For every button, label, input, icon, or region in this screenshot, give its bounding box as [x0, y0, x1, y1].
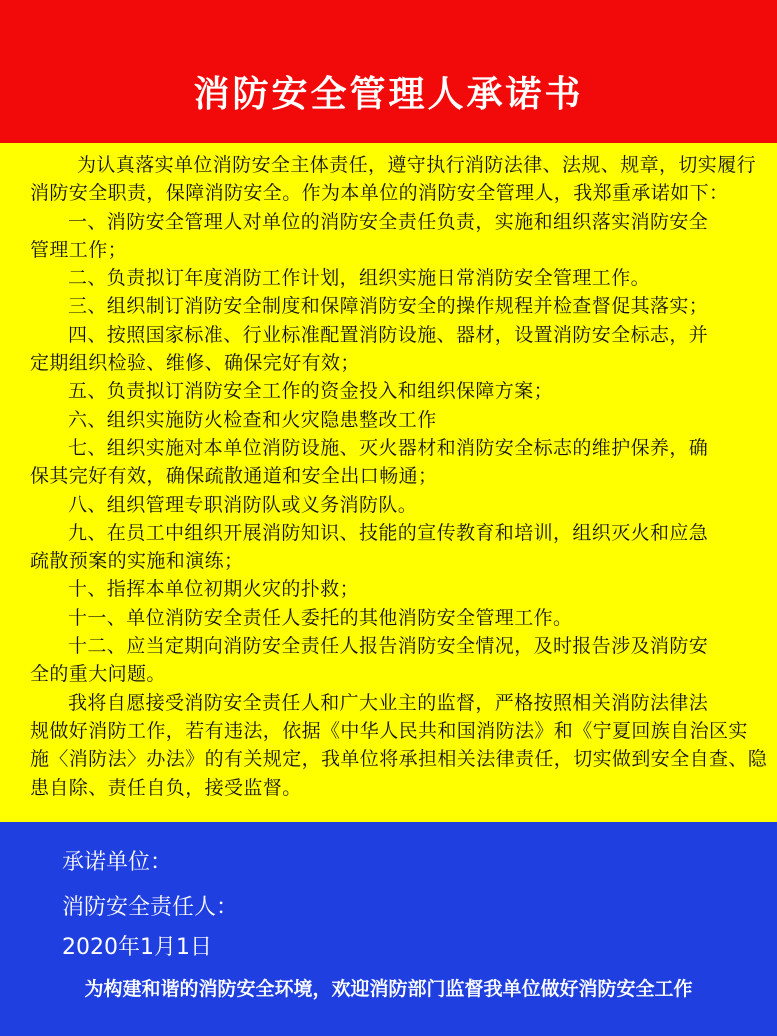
text-line: 三、组织制订消防安全制度和保障消防安全的操作规程并检查督促其落实； [68, 295, 709, 318]
signature-date: 2020年1月1日 [62, 935, 212, 960]
text-line: 保其完好有效，确保疏散通道和安全出口畅通； [30, 465, 438, 488]
text-line: 五、负责拟订消防安全工作的资金投入和组织保障方案； [68, 380, 554, 403]
page-title: 消防安全管理人承诺书 [193, 74, 584, 115]
text-line: 十、指挥本单位初期火灾的扑救； [68, 578, 360, 601]
text-line: 施〈消防法〉办法》的有关规定，我单位将承担相关法律责任，切实做到安全自查、隐 [30, 748, 768, 771]
text-line: 七、组织实施对本单位消防设施、灭火器材和消防安全标志的维护保养，确 [68, 436, 709, 459]
responsible-person-label: 消防安全责任人： [62, 895, 239, 920]
text-line: 我将自愿接受消防安全责任人和广大业主的监督，严格按照相关消防法律法 [68, 691, 709, 714]
commitment-text [30, 151, 768, 802]
text-line: 十一、单位消防安全责任人委托的其他消防安全管理工作。 [68, 606, 573, 629]
text-line: 为认真落实单位消防安全主体责任，遵守执行消防法律、法规、规章，切实履行 [77, 154, 757, 176]
text-line: 十二、应当定期向消防安全责任人报告消防安全情况，及时报告涉及消防安 [68, 635, 709, 658]
text-line: 六、组织实施防火检查和火灾隐患整改工作 [68, 408, 437, 431]
text-line: 消防安全职责，保障消防安全。作为本单位的消防安全管理人，我郑重承诺如下： [30, 182, 729, 205]
text-line: 四、按照国家标准、行业标准配置消防设施、器材，设置消防安全标志，并 [68, 323, 709, 346]
text-line: 患自除、责任自负，接受监督。 [30, 776, 302, 799]
text-line: 疏散预案的实施和演练； [30, 550, 244, 573]
footer-slogan: 为构建和谐的消防安全环境，欢迎消防部门监督我单位做好消防安全工作 [84, 978, 693, 1000]
text-line: 九、在员工中组织开展消防知识、技能的宣传教育和培训，组织灭火和应急 [68, 521, 709, 544]
text-line: 全的重大问题。 [30, 663, 166, 686]
text-line: 二、负责拟订年度消防工作计划，组织实施日常消防安全管理工作。 [68, 267, 651, 290]
text-line: 一、消防安全管理人对单位的消防安全责任负责，实施和组织落实消防安全 [68, 210, 709, 233]
text-line: 规做好消防工作，若有违法，依据《中华人民共和国消防法》和《宁夏回族自治区实 [30, 719, 748, 742]
text-line: 管理工作； [30, 238, 128, 261]
promising-unit-label: 承诺单位： [62, 850, 173, 875]
text-line: 八、组织管理专职消防队或义务消防队。 [68, 493, 418, 516]
text-line: 定期组织检验、维修、确保完好有效； [30, 352, 360, 375]
